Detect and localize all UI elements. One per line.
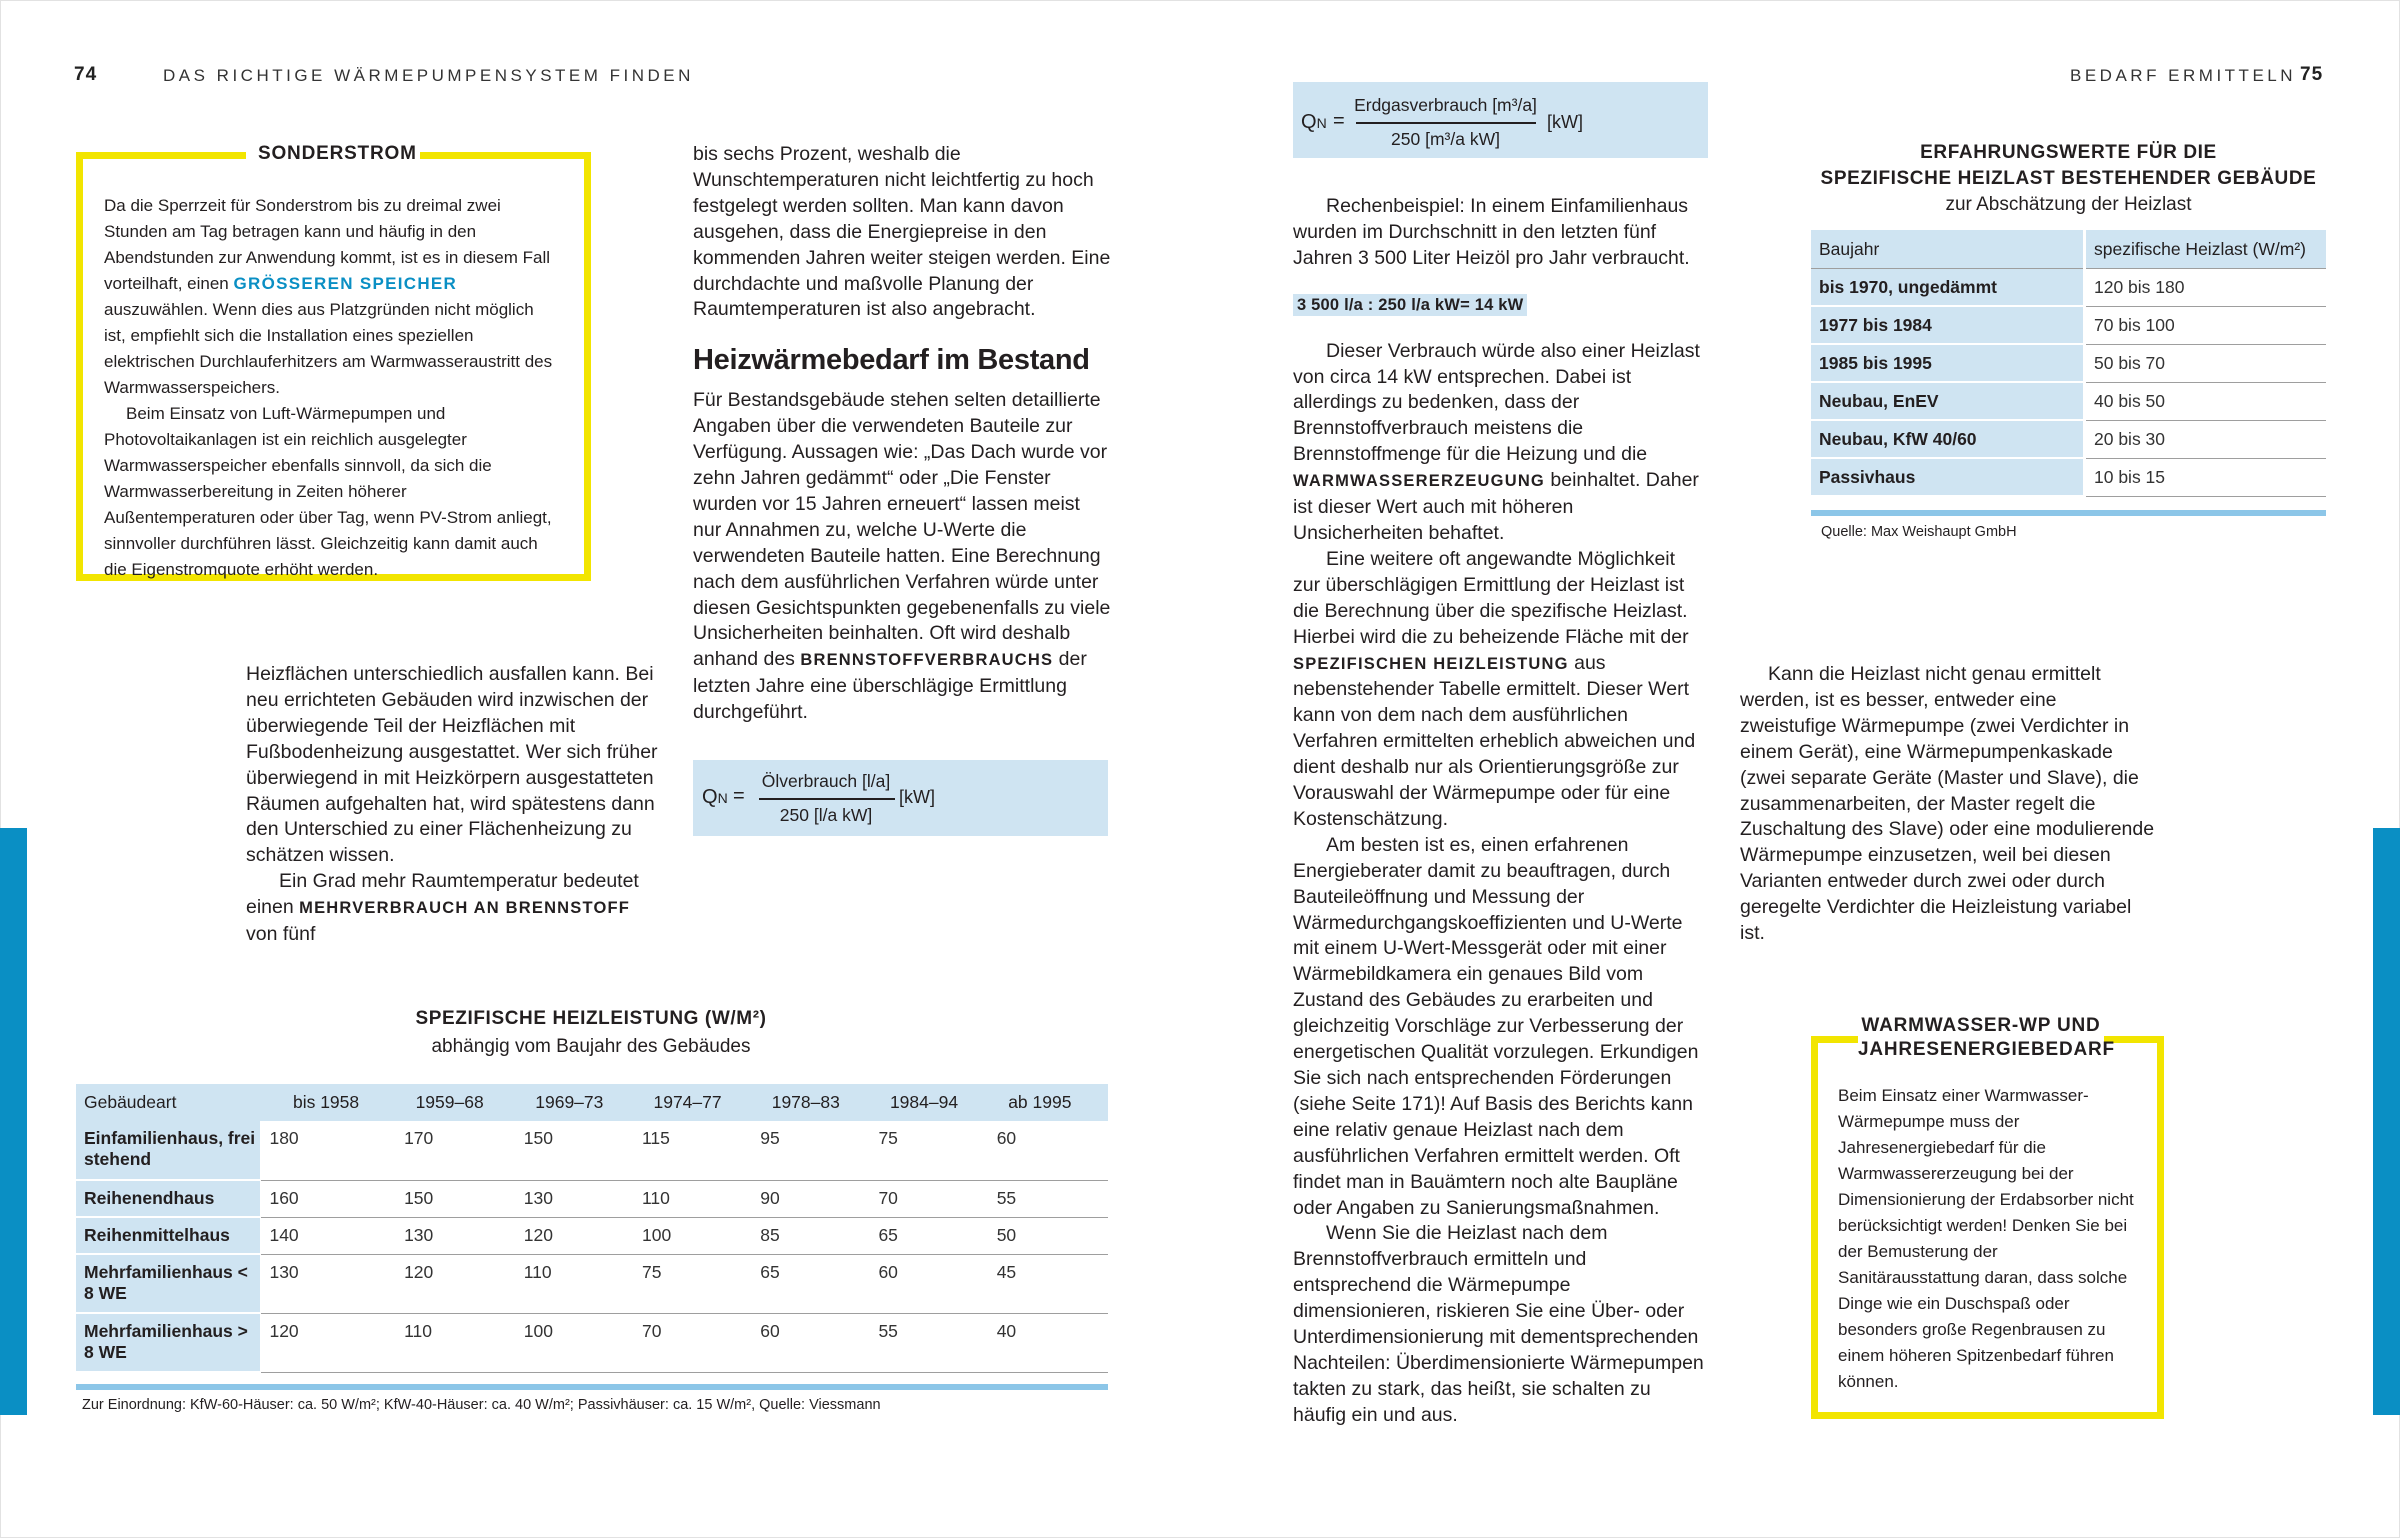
erfahrungswerte-header-row <box>1811 230 2326 269</box>
heizleistung-cell: 60 <box>870 1254 988 1313</box>
formula-gas-numerator: Erdgasverbrauch [m³/a] <box>1354 95 1537 115</box>
sonderstrom-paragraph-2: Beim Einsatz von Luft-Wärmepumpen und Photovoltaikanlagen ist ein reichlich ausgelegter Warmwasserspeicher ebenfalls sinnvoll, da sich die Warmwasserbereitung in Zeiten höherer Außentemperaturen oder über Tag, wenn PV-Strom anliegt, sinnvoller durchführen lässt. Gleichzeitig kann damit auch die Eigenstromquote erhöht werden. <box>104 404 552 579</box>
erfahrungswerte-table-row <box>1811 458 2326 496</box>
formula-oil-fraction-bar <box>759 798 895 800</box>
right-page-number: 75 <box>2300 64 2324 85</box>
heizleistung-title: SPEZIFISCHE HEIZLEISTUNG (W/M²) <box>415 1008 767 1029</box>
heizleistung-cell: 100 <box>633 1217 751 1254</box>
heizleistung-cell: 55 <box>870 1313 988 1372</box>
heizleistung-row-label: Einfamilienhaus, frei stehend <box>76 1121 261 1180</box>
heizleistung-table-row <box>76 1217 1108 1254</box>
right-edge-marker <box>2373 828 2400 1415</box>
heizleistung-table-row <box>76 1254 1108 1313</box>
heizleistung-row-label: Reihenmittelhaus <box>76 1217 261 1254</box>
heizleistung-cell: 120 <box>396 1254 516 1313</box>
erfahrungswerte-row-value: 10 bis 15 <box>2085 458 2327 496</box>
heizleistung-cell: 85 <box>752 1217 870 1254</box>
heizleistung-row-label: Mehrfamilienhaus > 8 WE <box>76 1313 261 1372</box>
formula-gas-denominator: 250 [m³/a kW] <box>1391 129 1500 149</box>
heizleistung-table-row <box>76 1121 1108 1180</box>
erfahrungswerte-table-row <box>1811 269 2326 307</box>
sonderstrom-paragraph-1: Da die Sperrzeit für Sonderstrom bis zu dreimal zwei Stunden am Tag betragen kann und häufig in den Abendstunden zur Anwendung kommt, ist es in diesem Fall vorteilhaft, einen GRÖSSEREN SPEICHER auszuwählen. Wenn dies aus Platzgründen nicht möglich ist, empfiehlt sich die Installation eines speziellen elektrischen Durchlauferhitzers am Warmwasseraustritt des Warmwasserspeichers. <box>104 196 553 397</box>
column-3-text <box>1293 194 1705 1429</box>
erfahrungswerte-table-row <box>1811 382 2326 420</box>
erfahrungswerte-row-value: 20 bis 30 <box>2085 420 2327 458</box>
erfahrungswerte-row-value: 50 bis 70 <box>2085 344 2327 382</box>
erfahrungswerte-row-value: 70 bis 100 <box>2085 306 2327 344</box>
column-1-text <box>246 662 658 948</box>
right-running-head: BEDARF ERMITTELN <box>2070 66 2297 85</box>
formula-gas <box>1293 82 1708 158</box>
heizleistung-cell: 150 <box>515 1121 633 1180</box>
erfahrungswerte-row-label: 1977 bis 1984 <box>1811 306 2085 344</box>
column-3-paragraph-4: Am besten ist es, einen erfahrenen Energieberater damit zu beauftragen, durch Bauteileöffnung und Messung der Wärmedurchgangskoeffizienten und U-Werte mit einem U-Wert-Messgerät oder mit einer Wärmebildkamera ein genaues Bild vom Zustand des Gebäudes zu erarbeiten und gleichzeitig Vorschläge zur Verbesserung der energetischen Qualität vorzulegen. Erkundigen Sie sich nach entsprechenden Förderungen (siehe Seite 171)! Auf Basis des Berichts kann eine relativ genaue Heizlast nach dem ausführlichen Verfahren ermittelt werden. Oft findet man in Bauämtern noch alte Baupläne oder Angaben zu Sanierungsmaßnahmen. <box>1293 833 1699 1219</box>
heizleistung-cell: 180 <box>261 1121 396 1180</box>
heizleistung-cell: 75 <box>870 1121 988 1180</box>
heizleistung-cell: 160 <box>261 1180 396 1217</box>
highlight-groesserer-speicher: GRÖSSEREN SPEICHER <box>233 274 458 293</box>
heizleistung-cell: 95 <box>752 1121 870 1180</box>
heizleistung-cell: 130 <box>261 1254 396 1313</box>
heizleistung-subtitle: abhängig vom Baujahr des Gebäudes <box>431 1036 751 1057</box>
erfahrungswerte-row-value: 40 bis 50 <box>2085 382 2327 420</box>
heizleistung-cell: 60 <box>988 1121 1108 1180</box>
section-heading-heizwaermebedarf: Heizwärmebedarf im Bestand <box>693 344 1090 377</box>
erfahrungswerte-header-heizlast: spezifische Heizlast (W/m²) <box>2085 230 2327 269</box>
erfahrungswerte-row-value: 120 bis 180 <box>2085 269 2327 307</box>
erfahrungswerte-row-label: 1985 bis 1995 <box>1811 344 2085 382</box>
erfahrungswerte-header-baujahr: Baujahr <box>1811 230 2085 269</box>
formula-oil-q: QN <box>702 786 728 808</box>
erfahrungswerte-title-line-1: ERFAHRUNGSWERTE FÜR DIE <box>1920 142 2217 163</box>
heizleistung-cell: 70 <box>870 1180 988 1217</box>
heizleistung-column-header: 1984–94 <box>870 1084 988 1121</box>
heizleistung-cell: 120 <box>515 1217 633 1254</box>
heizleistung-cell: 150 <box>396 1180 516 1217</box>
heizleistung-column-header: 1969–73 <box>515 1084 633 1121</box>
erfahrungswerte-row-label: Neubau, EnEV <box>1811 382 2085 420</box>
heizleistung-cell: 55 <box>988 1180 1108 1217</box>
heizleistung-column-header: 1978–83 <box>752 1084 870 1121</box>
formula-oil-unit: [kW] <box>899 787 935 807</box>
heizleistung-header-row <box>76 1084 1108 1121</box>
warmwasser-title: WARMWASSER-WP UND JAHRESENERGIEBEDARF <box>1858 1015 2115 1060</box>
heizleistung-cell: 90 <box>752 1180 870 1217</box>
column-3-paragraph-1: Rechenbeispiel: In einem Einfamilienhaus wurden im Durchschnitt in den letzten fünf Jahren 3 500 Liter Heizöl pro Jahr verbraucht. <box>1293 195 1690 269</box>
erfahrungswerte-source: Quelle: Max Weishaupt GmbH <box>1821 524 2017 540</box>
heizleistung-cell: 110 <box>515 1254 633 1313</box>
erfahrungswerte-row-label: bis 1970, ungedämmt <box>1811 269 2085 307</box>
formula-gas-unit: [kW] <box>1547 112 1583 132</box>
column-4-paragraph-1: Kann die Heizlast nicht genau ermittelt werden, ist es besser, entweder eine zweistufige Wärmepumpe (zwei Verdichter in einem Gerät), eine Wärmepumpenkaskade (zwei separate Geräte (Master und Slave), die zusammenarbeiten, der Master regelt die Zuschaltung des Slave) oder eine modulierende Wärmepumpe einzusetzen, weil bei diesen Varianten entweder durch zwei oder durch geregelte Verdichter die Heizleistung variabel ist. <box>1740 663 2155 945</box>
heizleistung-table-row <box>76 1180 1108 1217</box>
erfahrungswerte-table-row <box>1811 420 2326 458</box>
column-4-text <box>1740 662 2158 947</box>
heizleistung-table-row <box>76 1313 1108 1372</box>
heizleistung-column-header: Gebäudeart <box>76 1084 261 1121</box>
heizleistung-cell: 140 <box>261 1217 396 1254</box>
sonderstrom-title: SONDERSTROM <box>246 142 420 166</box>
heizleistung-row-label: Mehrfamilienhaus < 8 WE <box>76 1254 261 1313</box>
heizleistung-cell: 70 <box>633 1313 751 1372</box>
heizleistung-cell: 130 <box>396 1217 516 1254</box>
heizleistung-cell: 120 <box>261 1313 396 1372</box>
heizleistung-cell: 45 <box>988 1254 1108 1313</box>
heizleistung-cell: 130 <box>515 1180 633 1217</box>
erfahrungswerte-table-row <box>1811 344 2326 382</box>
erfahrungswerte-subtitle: zur Abschätzung der Heizlast <box>1945 194 2192 215</box>
left-edge-marker <box>0 828 27 1415</box>
formula-gas-q: QN <box>1301 111 1327 133</box>
column-2-paragraph-1: bis sechs Prozent, weshalb die Wunschtemperaturen nicht leichtfertig zu hoch festgelegt werden sollten. Man kann davon ausgehen, dass die Energiepreise in den kommenden Jahren weiter steigen werden. Eine durchdachte und maßvolle Planung der Raumtemperaturen ist also angebracht. <box>693 143 1111 321</box>
column-3-paragraph-3: Eine weitere oft angewandte Möglichkeit zur überschlägigen Ermittlung der Heizlast ist die Berechnung über die spezifische Heizlast. Hierbei wird die zu beheizende Fläche mit der SPEZIFISCHEN HEIZLEISTUNG aus nebenstehender Tabelle ermittelt. Dieser Wert kann von dem nach dem ausführlichen Verfahren ermittelten erheblich abweichen und dient deshalb nur als Orientierungsgröße zur Vorauswahl der Wärmepumpe oder für eine Kostenschätzung. <box>1293 547 1696 830</box>
formula-gas-fraction-bar <box>1356 122 1536 124</box>
heizleistung-cell: 40 <box>988 1313 1108 1372</box>
calculation-example: 3 500 l/a : 250 l/a kW= 14 kW <box>1293 294 1527 316</box>
column-3-paragraph-2: Dieser Verbrauch würde also einer Heizlast von circa 14 kW entsprechen. Dabei ist allerdings zu bedenken, dass der Brennstoffverbrauch meistens die Brennstoffmenge für die Heizung und die WARMWASSERERZEUGUNG beinhaltet. Daher ist dieser Wert auch mit höheren Unsicherheiten behaftet. <box>1293 339 1700 544</box>
heizleistung-cell: 65 <box>752 1254 870 1313</box>
erfahrungswerte-table-bottom-bar <box>1811 510 2326 516</box>
erfahrungswerte-table-block <box>1811 140 2326 497</box>
left-running-head: DAS RICHTIGE WÄRMEPUMPENSYSTEM FINDEN <box>163 66 694 85</box>
column-1-paragraph-1: Heizflächen unterschiedlich ausfallen kann. Bei neu errichteten Gebäuden wird inzwischen der überwiegende Teil der Heizflächen mit Fußbodenheizung ausgestattet. Wer sich früher überwiegend in mit Heizkörpern ausgestatteten Räumen aufgehalten hat, wird spätestens dann den Unterschied zu einer Flächenheizung zu schätzen wissen. <box>246 663 658 867</box>
heizleistung-table-bottom-bar <box>76 1384 1108 1390</box>
sonderstrom-text <box>104 193 560 583</box>
formula-oil-numerator: Ölverbrauch [l/a] <box>761 771 891 791</box>
erfahrungswerte-row-label: Passivhaus <box>1811 458 2085 496</box>
column-2-paragraph-2: Für Bestandsgebäude stehen selten detaillierte Angaben über die verwendeten Bauteile zur Verfügung. Aussagen wie: „Das Dach wurde vor zehn Jahren gedämmt“ oder „Die Fenster wurden vor 15 Jahren erneuert“ lassen meist nur Annahmen zu, welche U-Werte die verwendeten Bauteile hatten. Eine Berechnung nach dem ausführlichen Verfahren würde unter diesen Gesichtspunkten gegebenenfalls zu viele Unsicherheiten beinhalten. Oft wird deshalb anhand des BRENNSTOFFVERBRAUCHS der letzten Jahre eine überschlägige Ermittlung durchgeführt. <box>693 389 1111 724</box>
heizleistung-cell: 100 <box>515 1313 633 1372</box>
erfahrungswerte-table-row <box>1811 306 2326 344</box>
heizleistung-cell: 110 <box>633 1180 751 1217</box>
formula-gas-eq: = <box>1333 110 1345 132</box>
heizleistung-cell: 50 <box>988 1217 1108 1254</box>
heizleistung-row-label: Reihenendhaus <box>76 1180 261 1217</box>
column-2-text <box>693 142 1111 726</box>
heizleistung-table <box>76 1084 1108 1373</box>
formula-oil <box>693 760 1108 836</box>
column-1-paragraph-2: Ein Grad mehr Raumtemperatur bedeutet einen MEHRVERBRAUCH AN BRENNSTOFF von fünf <box>246 870 639 946</box>
heizleistung-cell: 75 <box>633 1254 751 1313</box>
heizleistung-cell: 65 <box>870 1217 988 1254</box>
heizleistung-column-header: bis 1958 <box>261 1084 396 1121</box>
erfahrungswerte-row-label: Neubau, KfW 40/60 <box>1811 420 2085 458</box>
erfahrungswerte-table <box>1811 230 2326 497</box>
heizleistung-column-header: 1974–77 <box>633 1084 751 1121</box>
formula-oil-denominator: 250 [l/a kW] <box>779 805 873 825</box>
heizleistung-cell: 110 <box>396 1313 516 1372</box>
erfahrungswerte-title-line-2: SPEZIFISCHE HEIZLAST BESTEHENDER GEBÄUDE <box>1820 168 2317 189</box>
column-3-paragraph-5: Wenn Sie die Heizlast nach dem Brennstoffverbrauch ermitteln und entsprechend die Wärmepumpe dimensionieren, riskieren Sie eine Über- oder Unterdimensionierung mit dementsprechenden Nachteilen: Überdimensionierte Wärmepumpen takten zu stark, das heißt, sie schalten zu häufig ein und aus. <box>1293 1222 1704 1426</box>
heizleistung-cell: 170 <box>396 1121 516 1180</box>
heizleistung-cell: 115 <box>633 1121 751 1180</box>
warmwasser-text: Beim Einsatz einer Warmwasser-Wärmepumpe muss der Jahresenergiebedarf für die Warmwassererzeugung bei der Dimensionierung der Erdabsorber nicht berücksichtigt werden! Denken Sie bei der Bemusterung der Sanitärausstattung daran, dass solche Dinge wie ein Duschspaß oder besonders große Regenbrausen zu einem höheren Spitzenbedarf führen können. <box>1838 1086 2134 1391</box>
heizleistung-column-header: ab 1995 <box>988 1084 1108 1121</box>
left-page-number: 74 <box>74 64 98 85</box>
heizleistung-cell: 60 <box>752 1313 870 1372</box>
heizleistung-footnote: Zur Einordnung: KfW-60-Häuser: ca. 50 W/m²; KfW-40-Häuser: ca. 40 W/m²; Passivhäuser: ca. 15 W/m², Quelle: Viessmann <box>82 1397 881 1413</box>
heizleistung-column-header: 1959–68 <box>396 1084 516 1121</box>
formula-oil-eq: = <box>733 785 745 807</box>
